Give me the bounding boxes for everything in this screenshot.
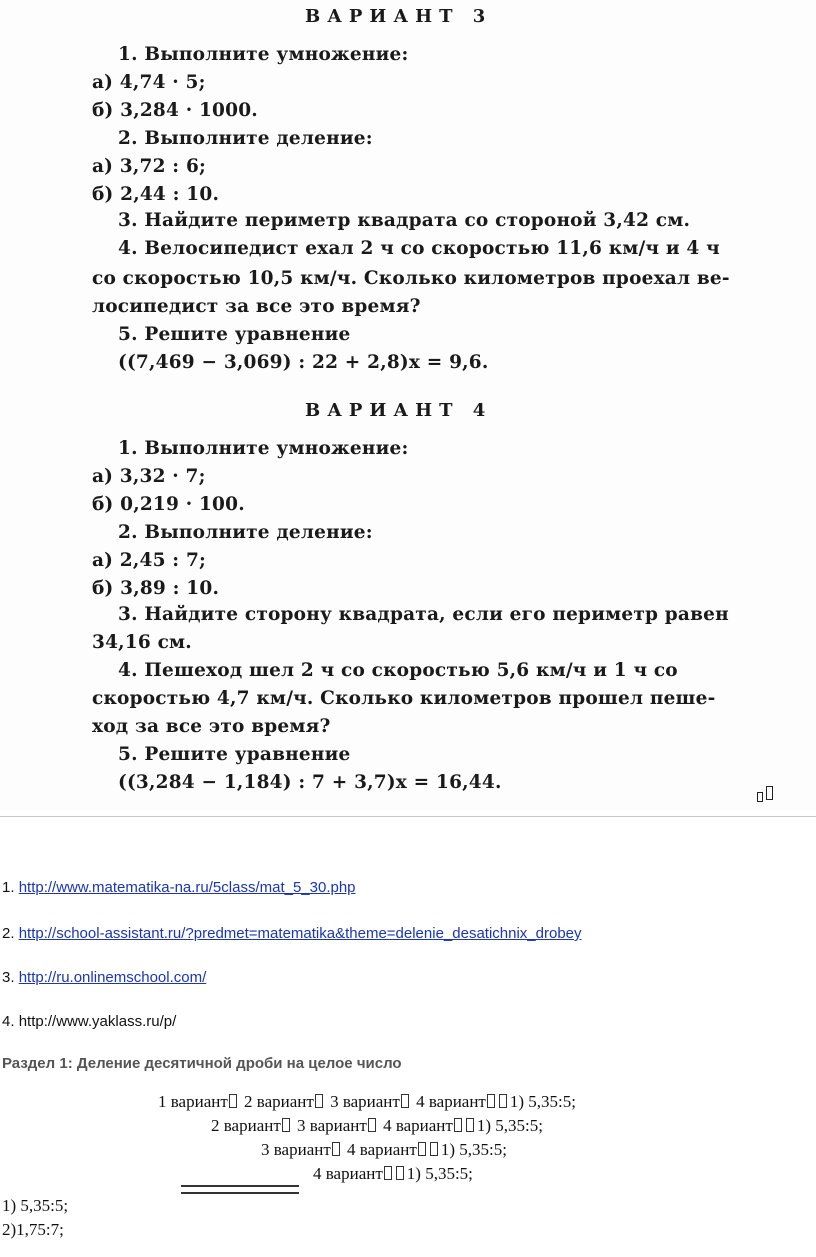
missing-glyph-icon [757, 792, 763, 802]
variant-row-2: 2 вариант 3 вариант 4 вариант 1) 5,35:5; [211, 1116, 543, 1135]
v4-task2-b: б) 3,89 : 10. [92, 578, 220, 599]
v3-task4-line1: 4. Велосипедист ехал 2 ч со скоростью 11,6 км/ч и 4 ч [118, 238, 720, 259]
v4-task4-line2: скоростью 4,7 км/ч. Сколько километров прошел пеше- [92, 688, 716, 709]
reference-link[interactable]: http://ru.onlinemschool.com/ [18, 969, 207, 986]
v3-task1-heading: 1. Выполните умножение: [118, 44, 409, 65]
v3-task1-b: б) 3,284 · 1000. [92, 100, 258, 121]
v3-task1-a: а) 4,74 · 5; [92, 72, 206, 93]
variant-row-3: 3 вариант 4 вариант 1) 5,35:5; [261, 1140, 507, 1159]
reference-item: 2. http://school-assistant.ru/?predmet=matematika&theme=delenie_desatichnix_drobey [2, 925, 582, 942]
reference-item: 1. http://www.matematika-na.ru/5class/mat_5_30.php [2, 879, 356, 896]
missing-glyph-icon [466, 1118, 474, 1132]
v4-task1-b: б) 0,219 · 100. [92, 494, 245, 515]
missing-glyph-icon [487, 1094, 495, 1108]
v4-task5-heading: 5. Решите уравнение [118, 744, 351, 765]
reference-link[interactable]: http://school-assistant.ru/?predmet=matematika&theme=delenie_desatichnix_drobey [18, 925, 582, 942]
v3-task4-line3: лосипедист за все это время? [92, 296, 421, 317]
missing-glyph-icon [384, 1166, 392, 1180]
variant-4-title: ВАРИАНТ 4 [305, 400, 493, 421]
missing-glyph-icon [396, 1166, 404, 1180]
v4-task4-line1: 4. Пешеход шел 2 ч со скоростью 5,6 км/ч и 1 ч со [118, 660, 678, 681]
v3-task5-equation: ((7,469 − 3,069) : 22 + 2,8)x = 9,6. [118, 352, 489, 373]
v4-task4-line3: ход за все это время? [92, 716, 331, 737]
missing-glyph-icon [401, 1094, 409, 1108]
v4-task5-equation: ((3,284 − 1,184) : 7 + 3,7)x = 16,44. [118, 772, 502, 793]
missing-glyph-icon [430, 1142, 438, 1156]
missing-glyph-icon [332, 1142, 340, 1156]
v4-task1-a: а) 3,32 · 7; [92, 466, 206, 487]
missing-glyph-icon [368, 1118, 376, 1132]
reference-item: 4. http://www.yaklass.ru/p/ [2, 1013, 177, 1030]
v4-task2-a: а) 2,45 : 7; [92, 550, 207, 571]
v4-task1-heading: 1. Выполните умножение: [118, 438, 409, 459]
missing-glyph-icon [766, 786, 773, 800]
variant-row-1: 1 вариант 2 вариант 3 вариант 4 вариант 1) 5,35:5; [158, 1092, 576, 1111]
table-cell-border [181, 1185, 299, 1194]
v3-task2-b: б) 2,44 : 10. [92, 184, 220, 205]
task-2: 2)1,75:7; [2, 1220, 64, 1239]
reference-text: http://www.yaklass.ru/p/ [18, 1013, 177, 1030]
variant-3-title: ВАРИАНТ 3 [305, 6, 493, 27]
v4-task3-line2: 34,16 см. [92, 632, 192, 653]
missing-glyph-icon [229, 1094, 237, 1108]
v4-task3-line1: 3. Найдите сторону квадрата, если его периметр равен [118, 604, 729, 625]
v3-task2-a: а) 3,72 : 6; [92, 156, 207, 177]
missing-glyph-icon [454, 1118, 462, 1132]
v3-task2-heading: 2. Выполните деление: [118, 128, 373, 149]
variant-row-4: 4 вариант 1) 5,35:5; [313, 1164, 473, 1183]
reference-item: 3. http://ru.onlinemschool.com/ [2, 969, 207, 986]
missing-glyph-icon [418, 1142, 426, 1156]
task-1: 1) 5,35:5; [2, 1196, 69, 1215]
v3-task3: 3. Найдите периметр квадрата со стороной 3,42 см. [118, 210, 691, 231]
section-heading: Раздел 1: Деление десятичной дроби на целое число [2, 1055, 402, 1072]
missing-glyph-icon [499, 1094, 507, 1108]
v3-task5-heading: 5. Решите уравнение [118, 324, 351, 345]
missing-glyph-icon [282, 1118, 290, 1132]
missing-glyph-icon [315, 1094, 323, 1108]
v3-task4-line2: со скоростью 10,5 км/ч. Сколько километров проехал ве- [92, 268, 730, 289]
divider [0, 816, 816, 817]
reference-link[interactable]: http://www.matematika-na.ru/5class/mat_5_30.php [18, 879, 356, 896]
v4-task2-heading: 2. Выполните деление: [118, 522, 373, 543]
